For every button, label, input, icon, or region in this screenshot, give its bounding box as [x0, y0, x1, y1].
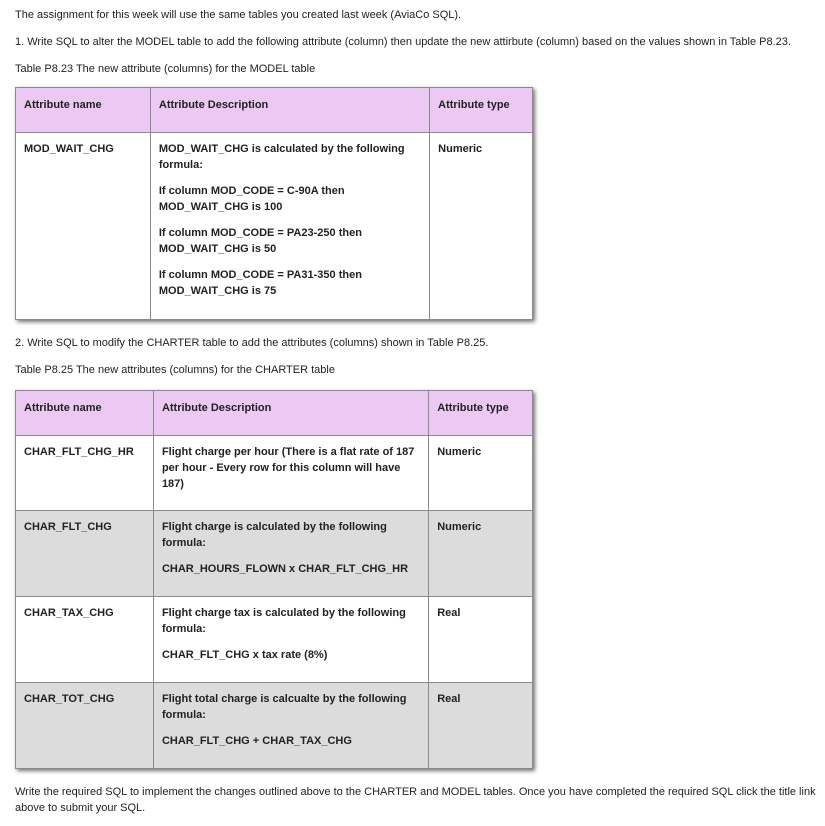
- footer-instructions: Write the required SQL to implement the changes outlined above to the CHARTER and MODEL tables. Once you have completed the required SQL click the title link above to submit your SQL.: [15, 786, 816, 814]
- header-attribute-description: Attribute Description: [150, 88, 429, 133]
- description-paragraph: If column MOD_CODE = PA31-350 then MOD_WAIT_CHG is 75: [158, 269, 362, 297]
- table-row: [16, 683, 533, 769]
- table2-caption: Table P8.25 The new attributes (columns) for the CHARTER table: [15, 364, 335, 376]
- attribute-type-cell: Numeric: [429, 511, 533, 597]
- attribute-name-cell: CHAR_FLT_CHG_HR: [16, 436, 154, 511]
- attribute-type-cell: Numeric: [429, 436, 533, 511]
- description-paragraph: Flight charge tax is calculated by the following formula:: [161, 607, 406, 635]
- header-attribute-description: Attribute Description: [153, 391, 428, 436]
- attribute-name-cell: CHAR_FLT_CHG: [16, 511, 154, 597]
- header-attribute-name: Attribute name: [16, 391, 154, 436]
- attribute-description-cell: [153, 683, 428, 769]
- table-row: [16, 133, 533, 320]
- model-table: [15, 87, 533, 320]
- attribute-description-cell: [153, 597, 428, 683]
- description-paragraph: Flight total charge is calcualte by the following formula:: [161, 693, 407, 721]
- attribute-type-cell: Real: [429, 597, 533, 683]
- description-paragraph: MOD_WAIT_CHG is calculated by the following formula:: [158, 143, 405, 171]
- attribute-type-cell: Numeric: [430, 133, 533, 320]
- description-paragraph: If column MOD_CODE = C-90A then MOD_WAIT_CHG is 100: [158, 185, 345, 213]
- header-attribute-name: Attribute name: [16, 88, 151, 133]
- attribute-type-cell: Real: [429, 683, 533, 769]
- description-paragraph: Flight charge is calculated by the following formula:: [161, 521, 387, 549]
- header-attribute-type: Attribute type: [429, 391, 533, 436]
- attribute-name-cell: CHAR_TAX_CHG: [16, 597, 154, 683]
- charter-table: [15, 390, 533, 769]
- table-row: [16, 511, 533, 597]
- description-paragraph: If column MOD_CODE = PA23-250 then MOD_WAIT_CHG is 50: [158, 227, 362, 255]
- table-row: [16, 597, 533, 683]
- attribute-name-cell: CHAR_TOT_CHG: [16, 683, 154, 769]
- attribute-description-cell: [150, 133, 429, 320]
- description-paragraph: Flight charge per hour (There is a flat rate of 187 per hour - Every row for this column will have 187): [161, 446, 415, 490]
- table1-caption: Table P8.23 The new attribute (columns) for the MODEL table: [15, 63, 316, 75]
- question-1-text: 1. Write SQL to alter the MODEL table to add the following attribute (column) then update the new attirbute (column) based on the values shown in Table P8.23.: [15, 36, 791, 48]
- question-2-text: 2. Write SQL to modify the CHARTER table to add the attributes (columns) shown in Table P8.25.: [15, 337, 489, 349]
- table-header-row: [16, 391, 533, 436]
- attribute-description-cell: [153, 436, 428, 511]
- intro-text: The assignment for this week will use the same tables you created last week (AviaCo SQL).: [15, 9, 462, 21]
- table-row: [16, 436, 533, 511]
- attribute-description-cell: [153, 511, 428, 597]
- description-paragraph: CHAR_FLT_CHG x tax rate (8%): [161, 649, 328, 661]
- description-paragraph: CHAR_FLT_CHG + CHAR_TAX_CHG: [161, 735, 352, 747]
- table-header-row: [16, 88, 533, 133]
- header-attribute-type: Attribute type: [430, 88, 533, 133]
- attribute-name-cell: MOD_WAIT_CHG: [16, 133, 151, 320]
- description-paragraph: CHAR_HOURS_FLOWN x CHAR_FLT_CHG_HR: [161, 563, 409, 575]
